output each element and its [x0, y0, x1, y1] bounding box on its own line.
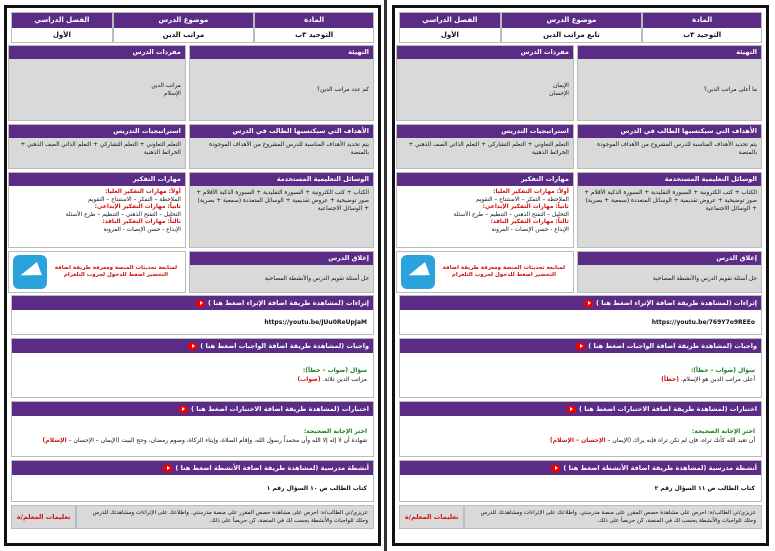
- lesson-topic-label: موضوع الدرس: [114, 13, 254, 28]
- lesson-topic-cell: [113, 12, 255, 43]
- lesson-sheet-2: [392, 5, 769, 546]
- homework-question: مراتب الدين ثلاثة.: [322, 376, 367, 383]
- subject-value: التوحيد ٣ب: [643, 28, 761, 42]
- thinking-card: [8, 172, 186, 248]
- closing-card: [189, 251, 374, 293]
- semester-cell: [399, 12, 501, 43]
- thinking-card: [396, 172, 574, 248]
- goals-label: الأهداف التي سيكتسبها الطالب في الدرس: [190, 125, 373, 138]
- activities-section: [11, 460, 374, 502]
- warmup-label: التهيئة: [578, 46, 761, 59]
- vocab-item: مراتب الدين: [151, 82, 181, 89]
- aids-card: [189, 172, 374, 248]
- footer-text: عزيزي/تي الطالب/ة: احرص على مشاهدة حصص المقرر على منصة مدرستي. واطلاعك على الإثراءات ومشاهدتك للدرس وحلك للواجبات والأنشطة يحسب لك في المنصة، كن حريصاً على ذلك.: [76, 505, 374, 529]
- strategies-card: [396, 124, 574, 169]
- test-answer: الإسلام): [42, 437, 67, 444]
- homework-question: أعلى مراتب الدين هو الإسلام.: [680, 376, 755, 383]
- lesson-topic-label: موضوع الدرس: [502, 13, 642, 28]
- thinking-text: التحليل – التفتح الذهني – التنظيم – طرح الأسئلة: [453, 211, 569, 218]
- aids-text: الكتاب + كتب الكترونية + السبورة التقليدية + السبورة الذكية الأقلام + صور توضيحية + عروض تقديمية + الوسائل المتعددة (سمعية + بصرية) + الوسائل الاجتماعية: [584, 190, 757, 212]
- youtube-icon[interactable]: [188, 343, 197, 350]
- youtube-icon[interactable]: [551, 465, 560, 472]
- footer: [399, 505, 762, 529]
- page-divider: [384, 0, 387, 551]
- lesson-topic-value: تابع مراتب الدين: [502, 28, 642, 42]
- vocab-label: مفردات الدرس: [9, 46, 185, 59]
- enrich-label[interactable]: إثراءات (لمشاهدة طريقة اضافة الإثراء اضغط هنا ): [208, 299, 369, 307]
- tests-section: [399, 401, 762, 457]
- thinking-label: مهارات التفكير: [397, 173, 573, 186]
- youtube-icon[interactable]: [567, 406, 576, 413]
- thinking-text: الإبداع - حسن الإنصات - المرونة: [491, 226, 569, 233]
- sheet-header: [11, 12, 374, 42]
- vocab-item: الإيمان: [552, 82, 569, 89]
- aids-card: [577, 172, 762, 248]
- tests-title: اختر الإجابة الصحيحة:: [303, 428, 367, 435]
- closing-label: إغلاق الدرس: [578, 252, 761, 265]
- homework-section: [399, 338, 762, 398]
- homework-answer: (خطأ): [661, 376, 679, 383]
- strategies-card: [8, 124, 186, 169]
- tests-section: [11, 401, 374, 457]
- semester-label: الفصل الدراسي: [12, 13, 112, 28]
- lesson-sheet-1: [4, 5, 381, 546]
- goals-card: [577, 124, 762, 169]
- semester-label: الفصل الدراسي: [400, 13, 500, 28]
- youtube-icon[interactable]: [163, 465, 172, 472]
- thinking-title: ثانياً: مهارات التفكير الإبداعي:: [94, 204, 181, 210]
- lesson-topic-cell: [501, 12, 643, 43]
- strategies-text: التعلم التعاوني + التعلم التشاركي + التعلم الذاتي الصف الذهني + الخرائط الذهنية: [20, 142, 181, 156]
- footer-text: عزيزي/تي الطالب/ة: احرص على مشاهدة حصص المقرر على منصة مدرستي. واطلاعك على الإثراءات ومشاهدتك للدرس وحلك للواجبات والأنشطة يحسب لك في المنصة، كن حريصاً على ذلك.: [464, 505, 762, 529]
- subject-label: المادة: [643, 13, 761, 28]
- thinking-text: الملاحظة – التفكر – الاستنتاج – التقويم: [87, 196, 181, 203]
- homework-section: [11, 338, 374, 398]
- homework-label[interactable]: واجبات (لمشاهدة طريقة اضافة الواجبات اضغط هنا ): [588, 342, 757, 350]
- aids-text: الكتاب + كتب الكترونية + السبورة التقليدية + السبورة الذكية الأقلام + صور توضيحية + عروض تقديمية + الوسائل المتعددة (سمعية + بصرية) + الوسائل الاجتماعية: [196, 190, 369, 212]
- vocab-card: [8, 45, 186, 121]
- test-question: شهادة أن لا إله إلا الله وأن محمداً رسول الله، وإقام الصلاة، وإيتاء الزكاة، وصوم رمضان، وحج البيت (الإيمان – الإحسان –: [68, 437, 367, 444]
- closing-text: حل أسئلة تقويم الدرس والأنشطة المصاحبة: [652, 275, 757, 282]
- thinking-title: ثالثاً: مهارات التفكير الناقد:: [102, 219, 181, 225]
- goals-text: يتم تحديد الأهداف المناسبة للدرس المشروح من الأهداف الموجودة بالمنصة: [209, 142, 369, 156]
- telegram-card[interactable]: [396, 251, 574, 293]
- warmup-text: كم عدد مراتب الدين؟: [317, 86, 369, 93]
- telegram-icon[interactable]: [13, 255, 47, 289]
- warmup-card: [189, 45, 374, 121]
- tests-label[interactable]: اختبارات (لمشاهدة طريقة اضافة الاختبارات اضغط هنا ): [190, 405, 369, 413]
- tests-title: اختر الإجابة الصحيحة:: [691, 428, 755, 435]
- vocab-item: الإسلام: [164, 90, 181, 97]
- youtube-icon[interactable]: [576, 343, 585, 350]
- homework-title: سؤال (صواب – خطأ):: [302, 367, 367, 374]
- telegram-card[interactable]: [8, 251, 186, 293]
- closing-card: [577, 251, 762, 293]
- semester-cell: [11, 12, 113, 43]
- thinking-text: التحليل – التفتح الذهني – التنظيم – طرح الأسئلة: [65, 211, 181, 218]
- strategies-text: التعلم التعاوني + التعلم التشاركي + التعلم الذاتي الصف الذهني + الخرائط الذهنية: [408, 142, 569, 156]
- aids-label: الوسائل التعليمية المستخدمة: [190, 173, 373, 186]
- subject-cell: [254, 12, 374, 43]
- goals-text: يتم تحديد الأهداف المناسبة للدرس المشروح من الأهداف الموجودة بالمنصة: [597, 142, 757, 156]
- enrich-link[interactable]: https://youtu.be/769Y7o9REEo: [651, 318, 755, 326]
- thinking-text: الملاحظة – التفكر – الاستنتاج – التقويم: [475, 196, 569, 203]
- goals-label: الأهداف التي سيكتسبها الطالب في الدرس: [578, 125, 761, 138]
- subject-label: المادة: [255, 13, 373, 28]
- telegram-icon[interactable]: [401, 255, 435, 289]
- thinking-title: ثالثاً: مهارات التفكير الناقد:: [490, 219, 569, 225]
- youtube-icon[interactable]: [179, 406, 188, 413]
- goals-card: [189, 124, 374, 169]
- lesson-topic-value: مراتب الدين: [114, 28, 254, 42]
- strategies-label: استراتيجيات التدريس: [397, 125, 573, 138]
- homework-label[interactable]: واجبات (لمشاهدة طريقة اضافة الواجبات اضغط هنا ): [200, 342, 369, 350]
- activity-text: كتاب الطالب ص ١٠ السؤال رقم ١: [266, 484, 367, 492]
- test-answer: الإحسان – الإسلام): [549, 437, 606, 444]
- thinking-title: أولاً: مهارات التفكير العليا:: [493, 189, 569, 195]
- thinking-label: مهارات التفكير: [9, 173, 185, 186]
- warmup-text: ما أعلى مراتب الدين؟: [704, 86, 757, 93]
- telegram-text[interactable]: لمتابعة تحديثات المنصة ومعرفة طريقة اضافة التحضير اضغط للدخول لجروب التلغرام: [442, 265, 566, 278]
- warmup-card: [577, 45, 762, 121]
- footer: [11, 505, 374, 529]
- tests-label[interactable]: اختبارات (لمشاهدة طريقة اضافة الاختبارات اضغط هنا ): [578, 405, 757, 413]
- vocab-card: [396, 45, 574, 121]
- vocab-label: مفردات الدرس: [397, 46, 573, 59]
- aids-label: الوسائل التعليمية المستخدمة: [578, 173, 761, 186]
- enrich-section: [399, 295, 762, 335]
- test-question: أن تعبد الله كأنك تراه، فإن لم تكن تراه فإنه يراك (الإيمان –: [607, 437, 755, 444]
- vocab-item: الإحسان: [549, 90, 569, 97]
- telegram-text[interactable]: لمتابعة تحديثات المنصة ومعرفة طريقة اضافة التحضير اضغط للدخول لجروب التلغرام: [54, 265, 178, 278]
- activity-text: كتاب الطالب ص ١١ السؤال رقم ٢: [654, 484, 755, 492]
- semester-value: الأول: [400, 28, 500, 42]
- youtube-icon[interactable]: [196, 300, 205, 307]
- subject-value: التوحيد ٣ب: [255, 28, 373, 42]
- enrich-link[interactable]: https://youtu.be/JUu0ReUpJaM: [264, 318, 367, 326]
- enrich-section: [11, 295, 374, 335]
- youtube-icon[interactable]: [584, 300, 593, 307]
- activities-label[interactable]: أنشطة مدرسية (لمشاهدة طريقة اضافة الأنشطة اضغط هنا ): [563, 464, 757, 472]
- closing-text: حل أسئلة تقويم الدرس والأنشطة المصاحبة: [264, 275, 369, 282]
- homework-title: سؤال (صواب – خطأ):: [690, 367, 755, 374]
- activities-label[interactable]: أنشطة مدرسية (لمشاهدة طريقة اضافة الأنشطة اضغط هنا ): [175, 464, 369, 472]
- teacher-notes-label: تعليمات المعلم/ة: [399, 505, 464, 529]
- thinking-text: الإبداع - حسن الإنصات - المرونة: [103, 226, 181, 233]
- activities-section: [399, 460, 762, 502]
- thinking-title: أولاً: مهارات التفكير العليا:: [105, 189, 181, 195]
- closing-label: إغلاق الدرس: [190, 252, 373, 265]
- enrich-label[interactable]: إثراءات (لمشاهدة طريقة اضافة الإثراء اضغط هنا ): [596, 299, 757, 307]
- strategies-label: استراتيجيات التدريس: [9, 125, 185, 138]
- teacher-notes-label: تعليمات المعلم/ة: [11, 505, 76, 529]
- thinking-title: ثانياً: مهارات التفكير الإبداعي:: [482, 204, 569, 210]
- semester-value: الأول: [12, 28, 112, 42]
- sheet-header: [399, 12, 762, 42]
- homework-answer: (صواب): [297, 376, 321, 383]
- warmup-label: التهيئة: [190, 46, 373, 59]
- subject-cell: [642, 12, 762, 43]
